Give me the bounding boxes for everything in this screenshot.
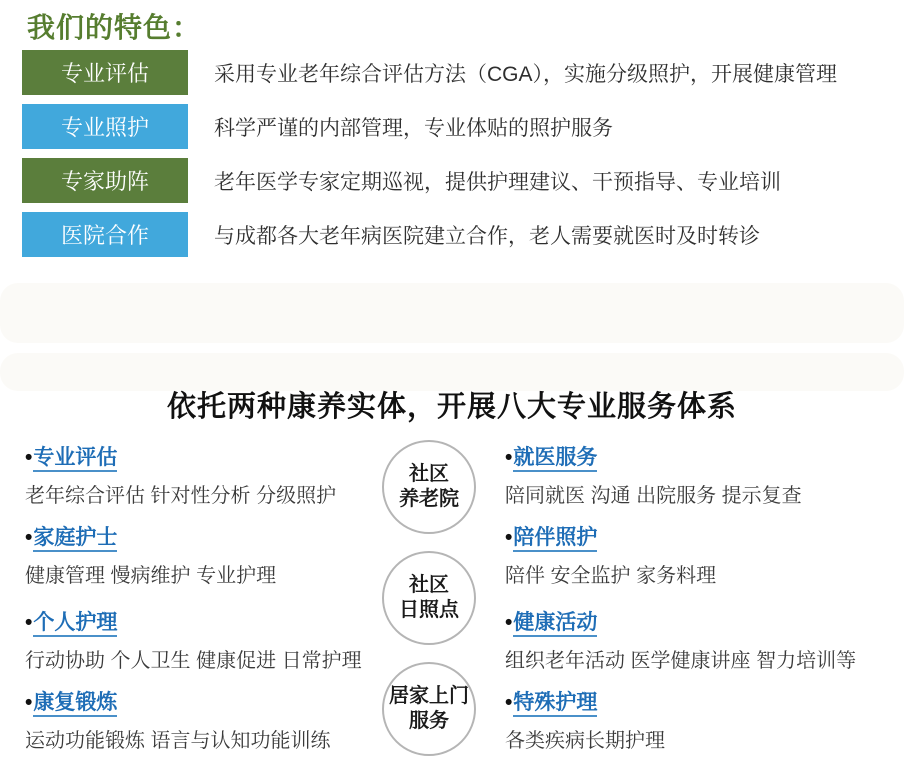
service-heading xyxy=(25,525,276,551)
service-link-personal-care[interactable]: 个人护理 xyxy=(33,611,117,637)
service-detail: 各类疾病长期护理 xyxy=(505,730,665,752)
service-heading xyxy=(505,690,665,716)
service-entry xyxy=(25,610,362,673)
entity-circle-community-daycare xyxy=(382,551,476,645)
bullet-icon: • xyxy=(25,611,33,634)
service-link-professional-assessment[interactable]: 专业评估 xyxy=(33,446,117,472)
service-detail: 陪同就医 沟通 出院服务 提示复查 xyxy=(505,485,802,507)
bullet-icon: • xyxy=(505,446,513,469)
feature-description: 老年医学专家定期巡视，提供护理建议、干预指导、专业培训 xyxy=(214,170,781,194)
service-link-medical-visit[interactable]: 就医服务 xyxy=(513,446,597,472)
bullet-icon: • xyxy=(25,691,33,714)
service-entry xyxy=(505,610,856,673)
service-entry xyxy=(505,690,665,753)
service-heading xyxy=(25,445,336,471)
service-link-special-nursing[interactable]: 特殊护理 xyxy=(513,691,597,717)
service-heading xyxy=(25,610,362,636)
bullet-icon: • xyxy=(505,691,513,714)
feature-description: 科学严谨的内部管理，专业体贴的照护服务 xyxy=(214,116,613,140)
bullet-icon: • xyxy=(25,446,33,469)
feature-row xyxy=(22,212,760,257)
service-detail: 老年综合评估 针对性分析 分级照护 xyxy=(25,485,337,507)
bullet-icon: • xyxy=(505,526,513,549)
feature-description: 与成都各大老年病医院建立合作，老人需要就医时及时转诊 xyxy=(214,224,760,248)
service-link-health-activities[interactable]: 健康活动 xyxy=(513,611,597,637)
entity-line: 居家上门 xyxy=(389,685,469,707)
service-heading xyxy=(505,610,856,636)
service-entry xyxy=(505,525,716,588)
feature-row xyxy=(22,50,837,95)
service-heading xyxy=(25,690,331,716)
service-entry xyxy=(505,445,802,508)
bullet-icon: • xyxy=(25,526,33,549)
feature-tag: 医院合作 xyxy=(22,212,188,257)
feature-tag: 专业评估 xyxy=(22,50,188,95)
features-section-title: 我们的特色： xyxy=(27,12,202,43)
service-detail: 陪伴 安全监护 家务料理 xyxy=(505,565,717,587)
service-detail: 组织老年活动 医学健康讲座 智力培训等 xyxy=(505,650,857,672)
service-detail: 健康管理 慢病维护 专业护理 xyxy=(25,565,277,587)
service-entry xyxy=(25,525,276,588)
system-section-title: 依托两种康养实体，开展八大专业服务体系 xyxy=(166,391,737,423)
service-link-rehab-exercise[interactable]: 康复锻炼 xyxy=(33,691,117,717)
entity-line: 社区 xyxy=(409,463,449,485)
service-heading xyxy=(505,525,716,551)
service-heading xyxy=(505,445,802,471)
service-detail: 行动协助 个人卫生 健康促进 日常护理 xyxy=(25,650,362,672)
entity-line: 服务 xyxy=(409,710,449,732)
service-entry xyxy=(25,690,331,753)
entity-circle-home-visit xyxy=(382,662,476,756)
entity-line: 养老院 xyxy=(399,488,459,510)
entity-line: 社区 xyxy=(409,574,449,596)
service-link-family-nurse[interactable]: 家庭护士 xyxy=(33,526,117,552)
feature-description: 采用专业老年综合评估方法（CGA），实施分级照护，开展健康管理 xyxy=(214,62,838,86)
feature-tag: 专家助阵 xyxy=(22,158,188,203)
service-detail: 运动功能锻炼 语言与认知功能训练 xyxy=(25,730,331,752)
feature-row xyxy=(22,158,781,203)
feature-row xyxy=(22,104,613,149)
service-link-companion-care[interactable]: 陪伴照护 xyxy=(513,526,597,552)
entity-line: 日照点 xyxy=(399,599,459,621)
entity-circle-community-nursing-home xyxy=(382,440,476,534)
background-band xyxy=(0,283,904,343)
bullet-icon: • xyxy=(505,611,513,634)
service-entry xyxy=(25,445,336,508)
feature-tag: 专业照护 xyxy=(22,104,188,149)
